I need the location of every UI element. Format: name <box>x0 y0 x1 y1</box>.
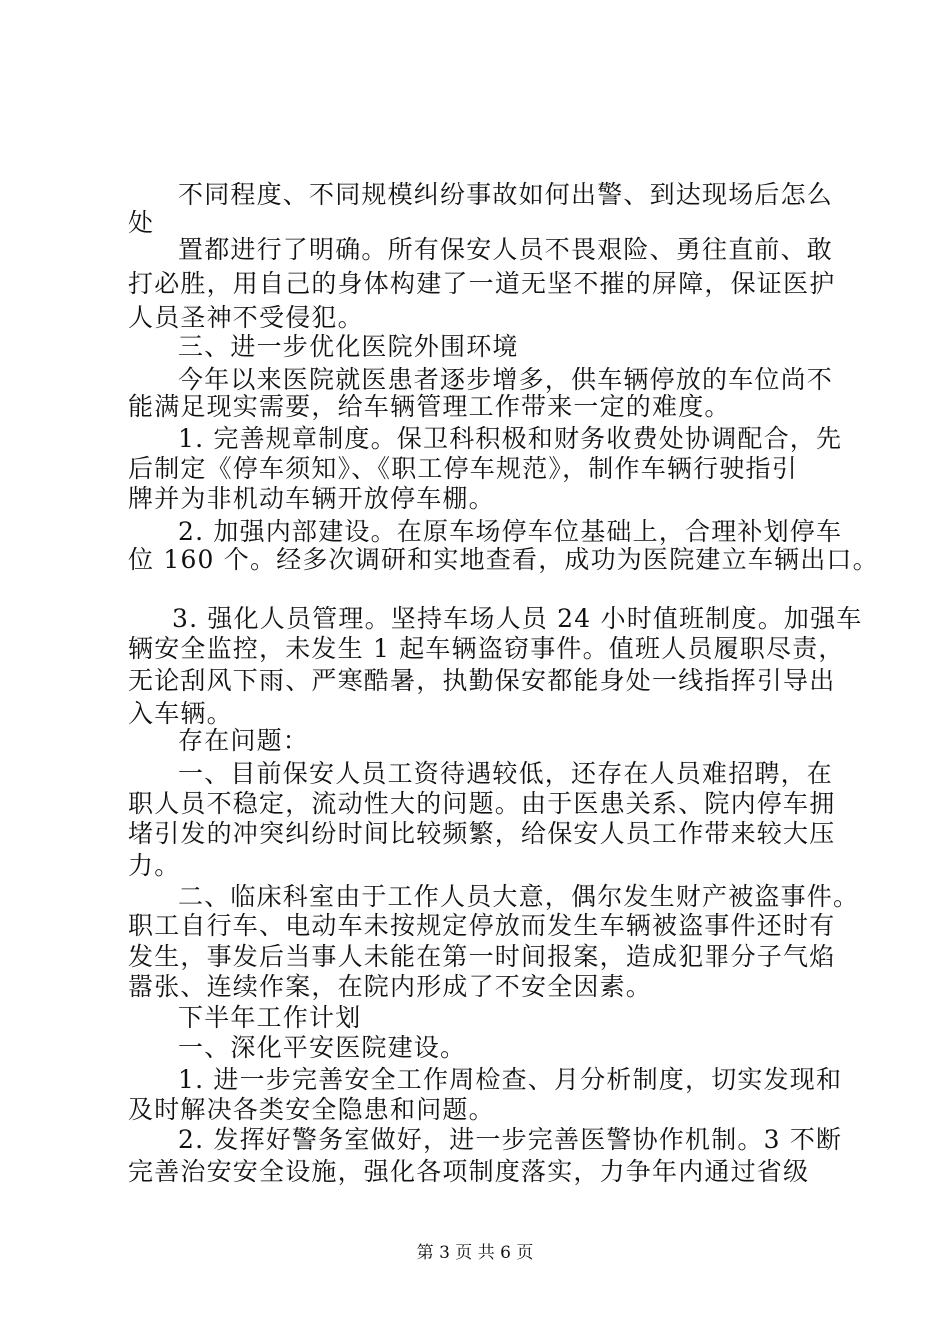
text-line: 打必胜，用自己的身体构建了一道无坚不摧的屏障，保证医护 <box>128 269 836 298</box>
text-line: 入车辆。 <box>128 699 233 728</box>
text-line: 今年以来医院就医患者逐步增多，供车辆停放的车位尚不 <box>178 365 834 394</box>
section-heading: 三、进一步优化医院外围环境 <box>178 332 519 361</box>
text-line: 处 <box>128 208 155 237</box>
text-line: 人员圣神不受侵犯。 <box>128 303 364 332</box>
section-heading: 存在问题： <box>178 726 310 755</box>
text-line: 能满足现实需要，给车辆管理工作带来一定的难度。 <box>128 392 731 421</box>
text-line: 二、临床科室由于工作人员大意，偶尔发生财产被盗事件。 <box>178 882 860 911</box>
text-line: 嚣张、连续作案，在院内形成了不安全因素。 <box>128 972 653 1001</box>
text-line: 辆安全监控，未发生 1 起车辆盗窃事件。值班人员履职尽责， <box>128 634 845 663</box>
section-heading: 一、深化平安医院建设。 <box>178 1033 467 1062</box>
text-line: 1. 进一步完善安全工作周检查、月分析制度，切实发现和 <box>178 1065 843 1094</box>
text-line: 2. 加强内部建设。在原车场停车位基础上，合理补划停车 <box>178 517 843 546</box>
text-line: 牌并为非机动车辆开放停车棚。 <box>128 484 495 513</box>
text-line: 位 160 个。经多次调研和实地查看，成功为医院建立车辆出口。 <box>128 545 879 574</box>
page-number-footer: 第 3 页 共 6 页 <box>416 1243 534 1263</box>
text-line: 置都进行了明确。所有保安人员不畏艰险、勇往直前、敢 <box>178 235 834 264</box>
text-line: 力。 <box>128 851 181 880</box>
text-line: 无论刮风下雨、严寒酷暑，执勤保安都能身处一线指挥引导出 <box>128 666 836 695</box>
text-line: 1. 完善规章制度。保卫科积极和财务收费处协调配合，先 <box>178 424 843 453</box>
section-heading: 下半年工作计划 <box>178 1003 362 1032</box>
text-line: 完善治安安全设施，强化各项制度落实，力争年内通过省级 <box>128 1157 810 1186</box>
text-line: 职工自行车、电动车未按规定停放而发生车辆被盗事件还时有 <box>128 911 836 940</box>
text-line: 发生，事发后当事人未能在第一时间报案，造成犯罪分子气焰 <box>128 942 836 971</box>
text-line: 职人员不稳定，流动性大的问题。由于医患关系、院内停车拥 <box>128 789 836 818</box>
text-line: 一、目前保安人员工资待遇较低，还存在人员难招聘，在 <box>178 759 834 788</box>
text-line: 不同程度、不同规模纠纷事故如何出警、到达现场后怎么 <box>178 180 834 209</box>
text-line: 及时解决各类安全隐患和问题。 <box>128 1095 495 1124</box>
text-line: 2. 发挥好警务室做好，进一步完善医警协作机制。3 不断 <box>178 1125 843 1154</box>
text-line: 堵引发的冲突纠纷时间比较频繁，给保安人员工作带来较大压 <box>128 819 836 848</box>
text-line: 3. 强化人员管理。坚持车场人员 24 小时值班制度。加强车 <box>172 604 863 633</box>
text-line: 后制定《停车须知》、《职工停车规范》，制作车辆行驶指引 <box>128 454 798 483</box>
